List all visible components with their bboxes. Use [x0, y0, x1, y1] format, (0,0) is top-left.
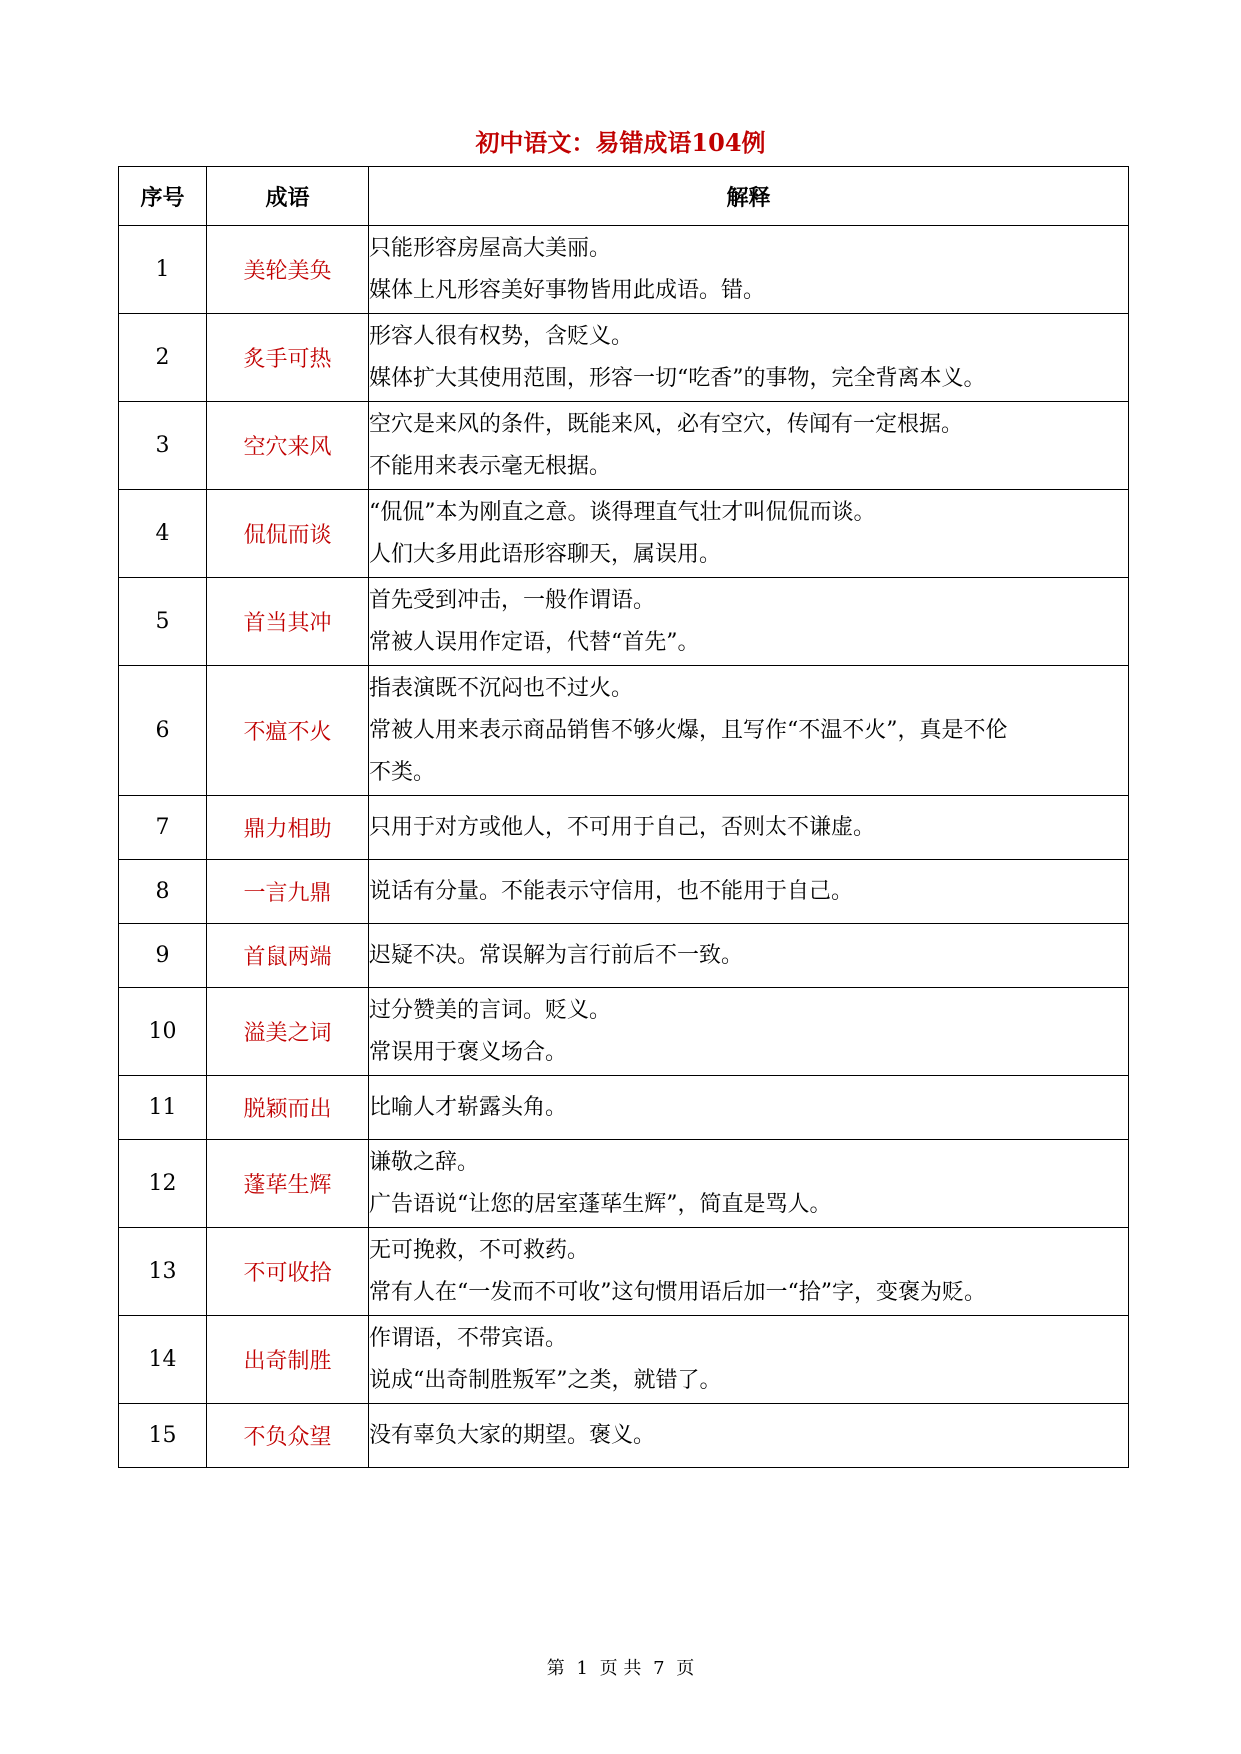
- table-body: [119, 226, 1129, 1468]
- explanation-line: 媒体上凡形容美好事物皆用此成语。错。: [369, 277, 766, 303]
- table-row: [119, 988, 1129, 1076]
- explanation-line: 无可挽救，不可救药。: [369, 1237, 590, 1263]
- explanation-line: 空穴是来风的条件，既能来风，必有空穴，传闻有一定根据。: [369, 411, 964, 437]
- explanation-cell: [369, 666, 1129, 796]
- table-row: [119, 490, 1129, 578]
- table-row: [119, 402, 1129, 490]
- table-row: [119, 226, 1129, 314]
- table-header-row: [119, 167, 1129, 226]
- explanation-line: 迟疑不决。常误解为言行前后不一致。: [369, 942, 744, 968]
- footer-suffix: 页: [676, 1658, 695, 1679]
- explanation-line: 广告语说“让您的居室蓬荜生辉”，简直是骂人。: [369, 1191, 832, 1217]
- row-number: 1: [119, 226, 207, 314]
- explanation-line: 说话有分量。不能表示守信用，也不能用于自己。: [369, 878, 854, 904]
- explanation-line: 作谓语，不带宾语。: [369, 1325, 568, 1351]
- explanation-line: 没有辜负大家的期望。褒义。: [369, 1422, 656, 1448]
- explanation-cell: [369, 988, 1129, 1076]
- idiom-text: 炙手可热: [207, 314, 369, 402]
- idiom-text: 不可收拾: [207, 1228, 369, 1316]
- row-number: 13: [119, 1228, 207, 1316]
- header-number: 序号: [119, 167, 207, 226]
- explanation-line: 媒体扩大其使用范围，形容一切“吃香”的事物，完全背离本义。: [369, 365, 986, 391]
- explanation-cell: [369, 226, 1129, 314]
- row-number: 2: [119, 314, 207, 402]
- table-row: [119, 1140, 1129, 1228]
- row-number: 12: [119, 1140, 207, 1228]
- page-footer: [0, 1654, 1241, 1680]
- explanation-cell: [369, 924, 1129, 988]
- row-number: 8: [119, 860, 207, 924]
- table-row: [119, 1316, 1129, 1404]
- explanation-cell: [369, 1316, 1129, 1404]
- row-number: 5: [119, 578, 207, 666]
- row-number: 10: [119, 988, 207, 1076]
- idiom-text: 蓬荜生辉: [207, 1140, 369, 1228]
- idiom-text: 首鼠两端: [207, 924, 369, 988]
- footer-prefix: 第: [546, 1658, 565, 1679]
- explanation-line: 只用于对方或他人，不可用于自己，否则太不谦虚。: [369, 814, 876, 840]
- explanation-line: “侃侃”本为刚直之意。谈得理直气壮才叫侃侃而谈。: [369, 499, 876, 525]
- explanation-line: 说成“出奇制胜叛军”之类，就错了。: [369, 1367, 722, 1393]
- row-number: 3: [119, 402, 207, 490]
- explanation-line: 常有人在“一发而不可收”这句惯用语后加一“拾”字，变褒为贬。: [369, 1279, 986, 1305]
- explanation-line: 常被人用来表示商品销售不够火爆，且写作“不温不火”，真是不伦: [369, 717, 1008, 743]
- explanation-cell: [369, 490, 1129, 578]
- explanation-line: 不类。: [369, 759, 436, 785]
- explanation-cell: [369, 1228, 1129, 1316]
- table-row: [119, 860, 1129, 924]
- explanation-cell: [369, 796, 1129, 860]
- explanation-line: 指表演既不沉闷也不过火。: [369, 675, 634, 701]
- explanation-line: 不能用来表示毫无根据。: [369, 453, 612, 479]
- table-row: [119, 1228, 1129, 1316]
- idiom-table: [118, 166, 1129, 1468]
- footer-total-pages: 7: [653, 1658, 665, 1679]
- explanation-cell: [369, 1404, 1129, 1468]
- explanation-line: 比喻人才崭露头角。: [369, 1094, 568, 1120]
- header-idiom: 成语: [207, 167, 369, 226]
- explanation-cell: [369, 1140, 1129, 1228]
- explanation-cell: [369, 578, 1129, 666]
- explanation-line: 人们大多用此语形容聊天，属误用。: [369, 541, 722, 567]
- idiom-text: 不负众望: [207, 1404, 369, 1468]
- idiom-text: 鼎力相助: [207, 796, 369, 860]
- idiom-text: 溢美之词: [207, 988, 369, 1076]
- row-number: 7: [119, 796, 207, 860]
- table-row: [119, 666, 1129, 796]
- row-number: 14: [119, 1316, 207, 1404]
- header-explanation: 解释: [369, 167, 1129, 226]
- row-number: 11: [119, 1076, 207, 1140]
- table-row: [119, 924, 1129, 988]
- explanation-line: 谦敬之辞。: [369, 1149, 480, 1175]
- idiom-text: 一言九鼎: [207, 860, 369, 924]
- table-row: [119, 578, 1129, 666]
- idiom-text: 出奇制胜: [207, 1316, 369, 1404]
- idiom-text: 美轮美奂: [207, 226, 369, 314]
- explanation-line: 过分赞美的言词。贬义。: [369, 997, 612, 1023]
- row-number: 6: [119, 666, 207, 796]
- explanation-line: 形容人很有权势，含贬义。: [369, 323, 634, 349]
- table-row: [119, 314, 1129, 402]
- idiom-text: 不瘟不火: [207, 666, 369, 796]
- table-row: [119, 1076, 1129, 1140]
- explanation-cell: [369, 314, 1129, 402]
- explanation-cell: [369, 1076, 1129, 1140]
- table-row: [119, 796, 1129, 860]
- idiom-text: 脱颖而出: [207, 1076, 369, 1140]
- idiom-text: 侃侃而谈: [207, 490, 369, 578]
- footer-page-number: 1: [576, 1658, 588, 1679]
- table-row: [119, 1404, 1129, 1468]
- idiom-text: 空穴来风: [207, 402, 369, 490]
- row-number: 9: [119, 924, 207, 988]
- footer-middle: 页 共: [599, 1658, 642, 1679]
- explanation-line: 常误用于褒义场合。: [369, 1039, 568, 1065]
- explanation-cell: [369, 402, 1129, 490]
- explanation-line: 首先受到冲击，一般作谓语。: [369, 587, 656, 613]
- row-number: 15: [119, 1404, 207, 1468]
- document-title: 初中语文：易错成语104例: [475, 128, 766, 157]
- explanation-line: 只能形容房屋高大美丽。: [369, 235, 612, 261]
- explanation-cell: [369, 860, 1129, 924]
- row-number: 4: [119, 490, 207, 578]
- idiom-text: 首当其冲: [207, 578, 369, 666]
- explanation-line: 常被人误用作定语，代替“首先”。: [369, 629, 700, 655]
